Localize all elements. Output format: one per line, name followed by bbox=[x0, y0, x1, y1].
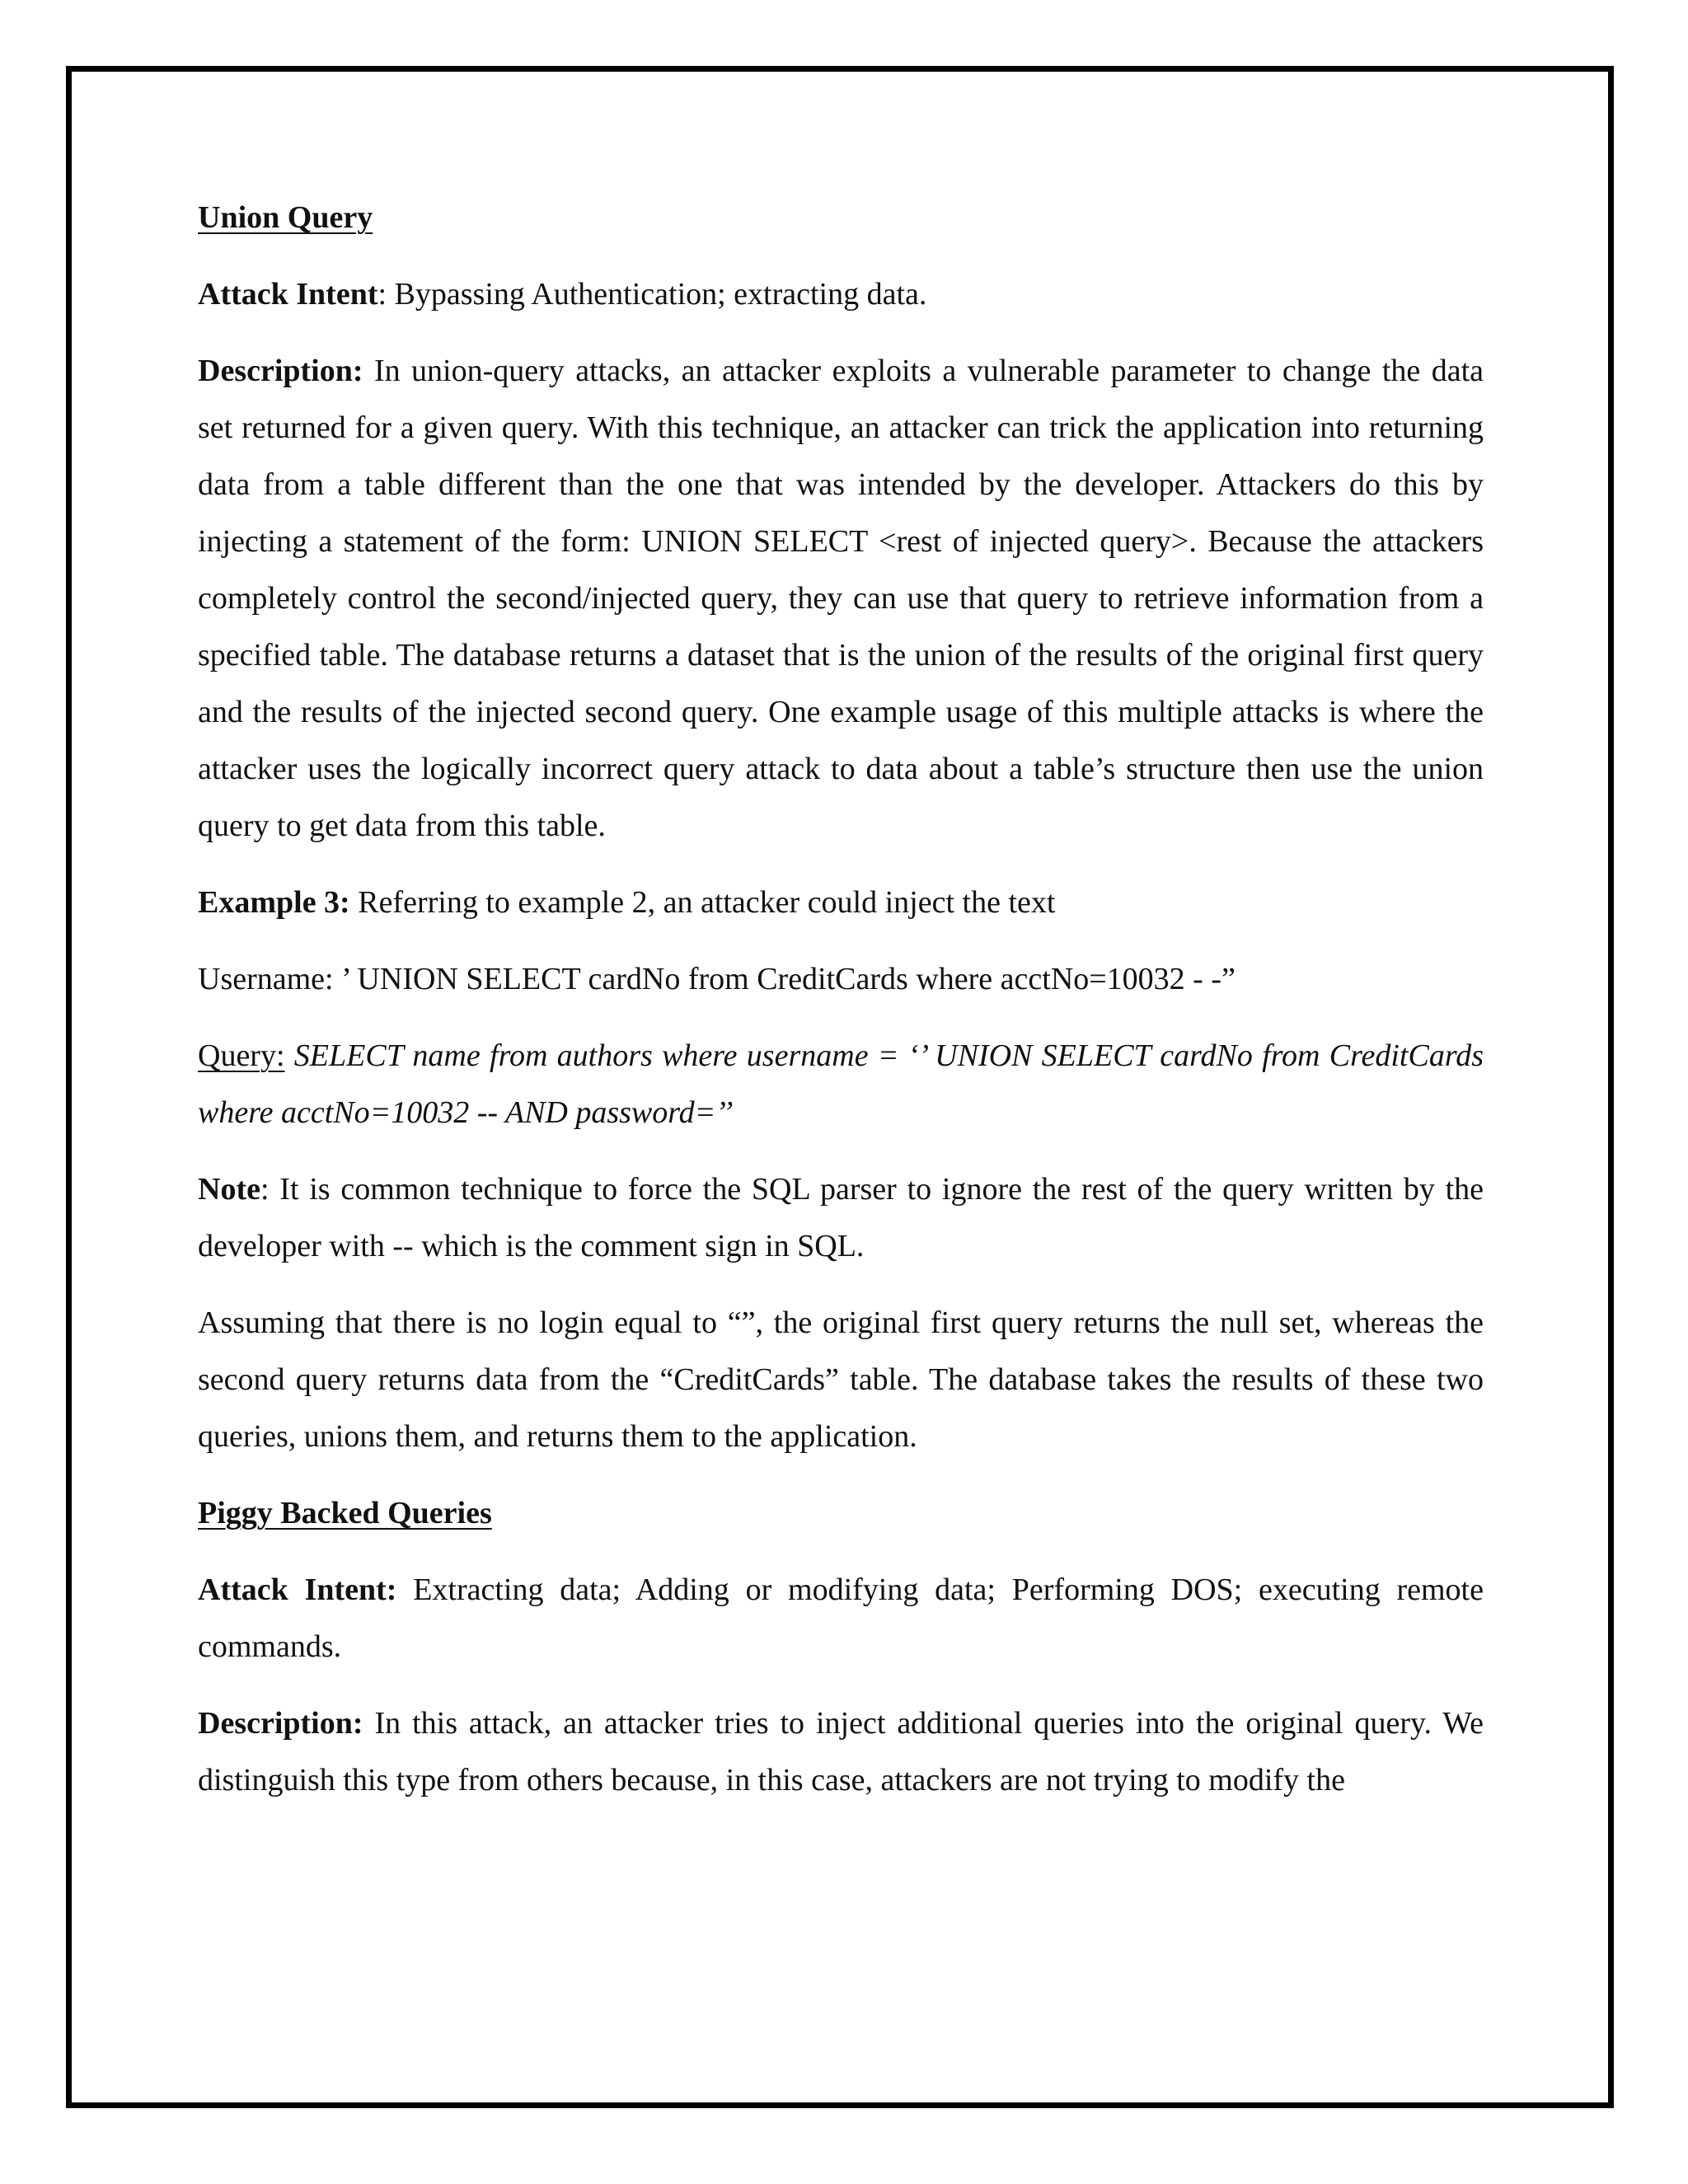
example-paragraph bbox=[198, 874, 1484, 931]
query-paragraph bbox=[198, 1028, 1484, 1141]
note-label: Note bbox=[198, 1172, 260, 1207]
description-label-2: Description: bbox=[198, 1706, 363, 1741]
attack-intent-text-2: Extracting data; Adding or modifying data; Performing DOS; executing remote commands. bbox=[198, 1572, 1484, 1664]
attack-intent-paragraph-2 bbox=[198, 1562, 1484, 1675]
attack-intent-label-2: Attack Intent: bbox=[198, 1572, 397, 1607]
description-paragraph bbox=[198, 343, 1484, 855]
assuming-paragraph: Assuming that there is no login equal to “”, the original first query returns the null set, whereas the second query returns data from the “CreditCards” table. The database takes the results of these two queries, unions them, and returns them to the application. bbox=[198, 1305, 1484, 1454]
attack-intent-paragraph bbox=[198, 266, 1484, 323]
document-body bbox=[198, 190, 1484, 1809]
query-text: SELECT name from authors where username = ‘’ UNION SELECT cardNo from CreditCards where acctNo=10032 -- AND password=’’ bbox=[198, 1038, 1484, 1130]
example-label: Example 3: bbox=[198, 885, 350, 920]
description-label: Description: bbox=[198, 354, 363, 388]
note-text: : It is common technique to force the SQL parser to ignore the rest of the query written by the developer with -- which is the comment sign in SQL. bbox=[198, 1172, 1484, 1263]
description-text: In union-query attacks, an attacker exploits a vulnerable parameter to change the data set returned for a given query. With this technique, an attacker can trick the application into returning data from a table different than the one that was intended by the developer. Attackers do this by injecting a statement of the form: UNION SELECT <rest of injected query>. Because the attackers completely control the second/injected query, they can use that query to retrieve information from a specified table. The database returns a dataset that is the union of the results of the original first query and the results of the injected second query. One example usage of this multiple attacks is where the attacker uses the logically incorrect query attack to data about a table’s structure then use the union query to get data from this table. bbox=[198, 354, 1484, 843]
note-paragraph bbox=[198, 1161, 1484, 1275]
example-text: Referring to example 2, an attacker could inject the text bbox=[349, 885, 1056, 920]
description-text-2: In this attack, an attacker tries to inject additional queries into the original query. We distinguish this type from others because, in this case, attackers are not trying to modify the bbox=[198, 1706, 1484, 1797]
section-heading-union-query: Union Query bbox=[198, 200, 373, 235]
attack-intent-text: : Bypassing Authentication; extracting data. bbox=[377, 277, 927, 312]
query-label: Query: bbox=[198, 1038, 285, 1073]
section-heading-piggy-backed: Piggy Backed Queries bbox=[198, 1496, 492, 1530]
username-line: Username: ’ UNION SELECT cardNo from CreditCards where acctNo=10032 - -” bbox=[198, 962, 1236, 996]
attack-intent-label: Attack Intent bbox=[198, 277, 378, 312]
description-paragraph-2 bbox=[198, 1695, 1484, 1809]
